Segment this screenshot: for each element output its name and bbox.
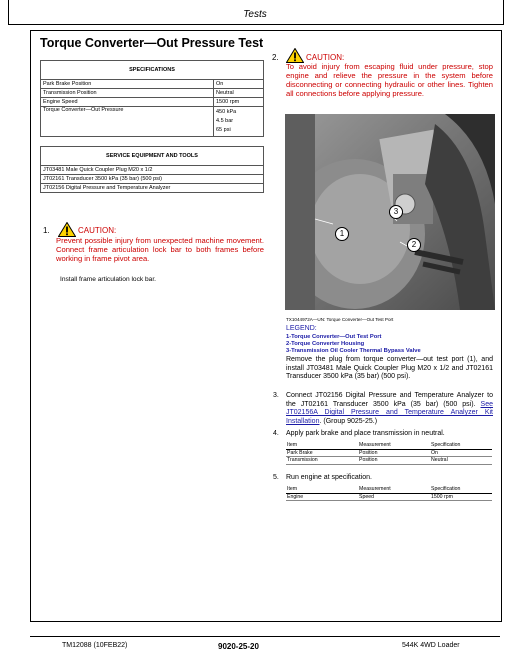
table-row [41,89,264,98]
footer-model: 544K 4WD Loader [402,642,460,649]
step-4-number: 4. [273,430,279,437]
step-5-text: Run engine at specification. [286,474,372,481]
spec-value: On [214,80,264,89]
table-row [286,493,492,501]
spec-value: Neutral [214,89,264,98]
cell: Position [358,449,430,457]
legend-item: 3-Transmission Oil Cooler Thermal Bypass Valve [286,348,421,354]
cell: Transmission [286,457,358,465]
spec-value: 1500 rpm [214,98,264,107]
spec-label: Torque Converter—Out Pressure [41,107,214,137]
service-equipment-table [40,146,264,193]
step-4-table [286,442,492,465]
table-row [41,166,264,175]
torque-converter-photo [285,114,495,310]
cell: Engine [286,493,358,501]
step-3-number: 3. [273,392,279,399]
step-2-caution-text: To avoid injury from escaping fluid under pressure, stop engine and relieve the pressure in the system before disconnecting or connecting hydraulic or other lines. Tighten all connections before applying pressure. [286,62,493,98]
step-2-number: 2. [272,53,279,62]
cell: Neutral [430,457,492,465]
table-row [41,80,264,89]
col-header: Measurement [358,442,430,449]
step-3-body: Connect JT02156 Digital Pressure and Temperature Analyzer to the JT02161 Transducer 3500 kPa (35 bar) (500 psi). [286,392,493,408]
callout-1: 1 [335,227,349,241]
step-1-number: 1. [43,226,50,235]
spec-value-kpa: 450 kPa [216,109,237,115]
callout-3: 3 [389,205,403,219]
footer-page-number: 9020-25-20 [218,642,259,651]
cell: Park Brake [286,449,358,457]
cell: Position [358,457,430,465]
legend-item: 1-Torque Converter—Out Test Port [286,334,382,340]
spec-value-bar: 4.5 bar [216,118,234,124]
table-row [41,175,264,184]
table-row [41,184,264,193]
footer-rule [30,636,500,637]
col-header: Item [286,442,358,449]
spec-label: Park Brake Position [41,80,214,89]
spec-value [214,107,264,137]
callout-2: 2 [407,238,421,252]
page-title: Torque Converter—Out Pressure Test [40,36,264,50]
footer-doc-id: TM12088 (10FEB22) [62,642,128,649]
col-header: Specification [430,442,492,449]
spec-heading: SPECIFICATIONS [41,61,264,80]
step-5-table [286,486,492,501]
table-row [286,449,492,457]
legend-list [286,334,421,355]
specifications-table [40,60,264,137]
step-1-instruction: Install frame articulation lock bar. [60,276,157,283]
legend-title: LEGEND: [286,325,317,332]
col-header: Specification [430,486,492,493]
col-header: Item [286,486,358,493]
figure-caption: TX1044972A—UN: Torque Converter—Out Test Port [286,317,394,322]
cell: Speed [358,493,430,501]
remove-plug-text: Remove the plug from torque converter—out test port (1), and install JT03481 Male Quick Coupler Plug M20 x 1/2 and JT02161 Transducer 3500 kPa (35 bar) (500 psi). [286,356,493,380]
kit-installation-link[interactable]: See JT02156A Digital Pressure and Temperature Analyzer Kit Installation [286,400,493,425]
spec-value-psi: 65 psi [216,127,231,133]
equipment-item: JT03481 Male Quick Coupler Plug M20 x 1/2 [41,166,264,175]
spec-label: Engine Speed [41,98,214,107]
step-1-caution-text: Prevent possible injury from unexpected machine movement. Connect frame articulation lock bar to both frames before working in frame pivot area. [56,236,264,263]
spec-label: Transmission Position [41,89,214,98]
cell: On [430,449,492,457]
equipment-item: JT02156 Digital Pressure and Temperature Analyzer [41,184,264,193]
equipment-item: JT02161 Transducer 3500 kPa (35 bar) (500 psi) [41,175,264,184]
table-row [286,457,492,465]
section-header: Tests [243,9,267,20]
step-3-text [286,392,493,426]
step-3-group: . (Group 9025-25.) [319,417,378,425]
step-4-text: Apply park brake and place transmission in neutral. [286,430,445,437]
step-5-number: 5. [273,474,279,481]
step-1-caution-label: CAUTION: [78,226,117,235]
cell: 1500 rpm [430,493,492,501]
table-row [41,98,264,107]
equipment-heading: SERVICE EQUIPMENT AND TOOLS [41,147,264,166]
step-2-caution-label: CAUTION: [306,53,345,62]
table-row [41,107,264,137]
legend-item: 2-Torque Converter Housing [286,341,365,347]
col-header: Measurement [358,486,430,493]
